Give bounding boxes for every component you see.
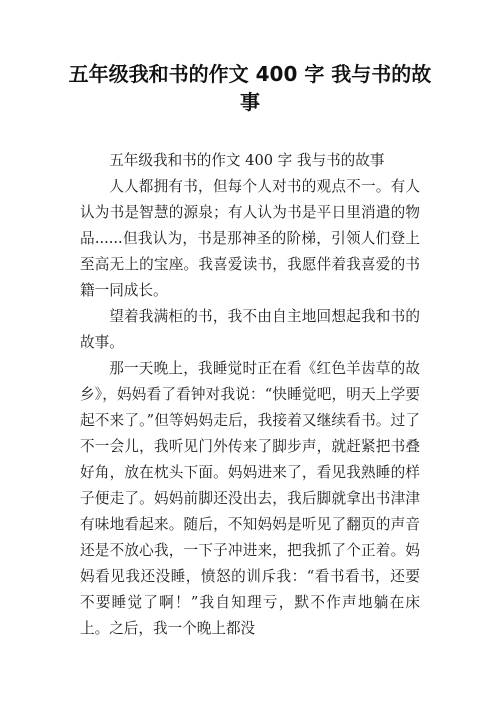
- document-body: [80, 148, 420, 642]
- document-title: 五年级我和书的作文 400 字 我与书的故事: [68, 62, 432, 114]
- body-paragraph-3: 那一天晚上，我睡觉时正在看《红色羊齿草的故乡》，妈妈看了看钟对我说：“快睡觉吧，明天上学要起不来了。”但等妈妈走后，我接着又继续看书。过了不一会儿，我听见门外传来了脚步声，就赶紧把书叠好角，放在枕头下面。妈妈进来了，看见我熟睡的样子便走了。妈妈前脚还没出去，我后脚就拿出书津津有味地看起来。随后，不知妈妈是听见了翻页的声音还是不放心我，一下子冲进来，把我抓了个正着。妈妈看见我还没睡，愤怒的训斥我：“看书看书，还要不要睡觉了啊！”我自知理亏，默不作声地躺在床上。之后，我一个晚上都没: [80, 360, 420, 637]
- body-paragraph-subtitle: 五年级我和书的作文 400 字 我与书的故事: [109, 152, 385, 169]
- body-paragraph-2: 望着我满柜的书，我不由自主地回想起我和书的故事。: [80, 308, 420, 351]
- body-paragraph-1: 人人都拥有书，但每个人对书的观点不一。有人认为书是智慧的源泉；有人认为书是平日里消遣的物品......但我认为，书是那神圣的阶梯，引领人们登上至高无上的宝座。我喜爱读书，我愿伴着我喜爱的书籍一同成长。: [80, 178, 420, 299]
